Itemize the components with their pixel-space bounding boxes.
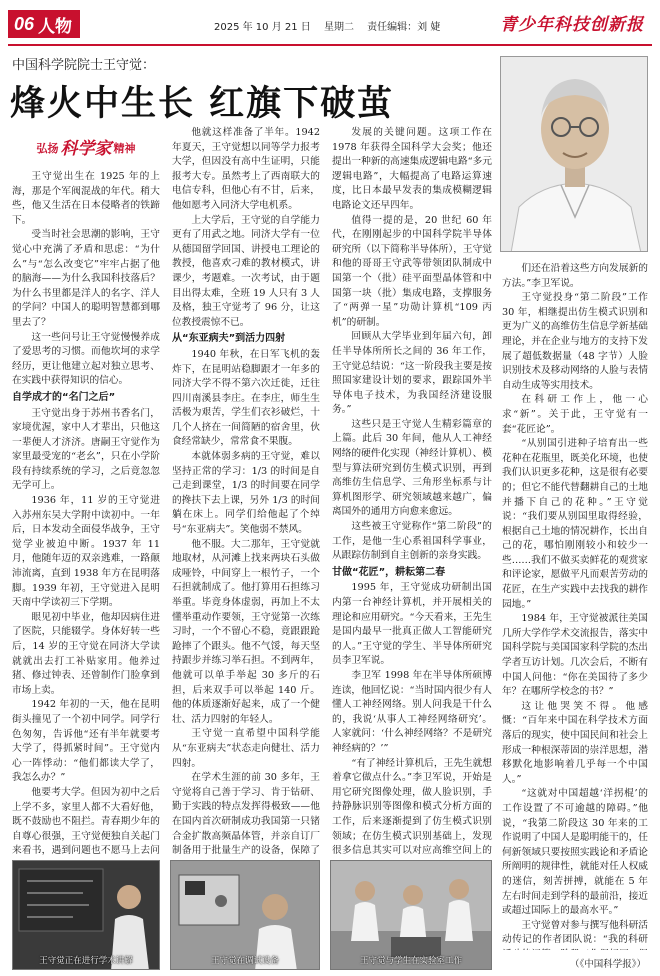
responsible-editor: 责任编辑：刘 婕	[367, 22, 441, 33]
paragraph: 王守觉曾对参与撰写他科研活动传记的作者团队说：“我的科研	[502, 919, 648, 946]
paragraph: 们还在沿着这些方向发展新的方法。”李卫军说。	[502, 263, 648, 289]
paragraph: 受当时社会思潮的影响，王守觉心中充满了矛盾和思虑：“为什么”与“怎么改变它”牢牢占据了他的脑海——为什么我国科技落后？为什么书里都是洋人的名字、洋人的学问？中国人的聪明智慧都到哪里去了？	[12, 229, 160, 328]
paragraph: 回顾从大学毕业到年届六旬，卸任半导体所所长之间的 36 年工作，王守觉总结说：“这一阶段我主要是按照国家建设计划的要求，跟踪国外半导体电子技术，为我国经济建设服务。”	[332, 331, 492, 416]
page-section-badge	[8, 10, 80, 38]
paragraph: 眼见初中毕业，他却因病住进了医院，只能辍学。身体好转一些后，14 岁的王守觉在同济大学读就就出去打工补贴家用。他养过猪、修过钟表、还曾制作门脸拿到市场上卖。	[12, 611, 160, 696]
paragraph: 王守觉投身“第二阶段”工作 30 年，相继提出仿生模式识别和更为广义的高维仿生信息学新基础理论，并在企业与地方的支持下发展了超低数据量（48 字节）人脸识别技术及移动网络的人脸与表情自动生成等实用技术。	[502, 292, 648, 391]
paragraph: “这就对中国超越‘洋拐棍’的工作设置了不可逾越的障碍。”他说，“我第二阶段这 30 年来的工作说明了中国人是聪明能干的，任何新领域只要按照实践论和矛盾论所阐明的规律性，就能对任人权威的迷信，刻苦拼搏，就能在 5 年左右时间走到学科的最前沿，接近或超过国际上的最高水平。”	[502, 788, 648, 917]
paragraph: 他就这样准备了半年。1942 年夏天，王守觉想以同等学力报考大学，但因没有高中生证明，只能报考大专。虽然考上了西南联大的电信专科，但他心有不甘，后来，他如愿考入同济大学电机系。	[172, 127, 320, 211]
paragraph: 上大学后，王守觉的自学能力更有了用武之地。同济大学有一位从德国留学回国、讲授电工理论的教授，他喜欢刁难的教材模式，讲课少，考题难。一次考试，由于题目出得太难，全班 19 人只有 3 人及格，独王守觉考了 96 分，让这位教授震惊不已。	[172, 214, 320, 328]
photo-equipment	[170, 860, 320, 970]
paragraph: 这一些问号让王守觉慢慢养成了爱思考的习惯。而他坎坷的求学经历，更让他建立起对独立思考、在实践中获得知识的信心。	[12, 331, 160, 387]
column-body	[172, 126, 320, 856]
tag-prefix: 弘扬	[36, 141, 59, 155]
photo-lecture	[12, 860, 160, 970]
issue-weekday: 星期二	[323, 22, 354, 33]
subheading: 甘做“花匠”，耕耘第二春	[332, 566, 446, 578]
paragraph: 发展的关键问题。这项工作在 1978 年获得全国科学大会奖；他还提出一种新的高速集成逻辑电路“多元逻辑电路”，大幅提高了电路运算速度，比日本最早发表的集成模糊逻辑电路论文还早四年。	[332, 127, 492, 211]
subheading: 从“东亚病夫”到活力四射	[172, 333, 286, 345]
paragraph: 1940 年秋，在日军飞机的轰炸下，在昆明站稳脚跟才一年多的同济大学不得不第六次迁徙，迁往四川南溪县李庄。在李庄，师生生活极为艰苦，学生们衣衫破烂，十几个人挤在一间简陋的宿舍里，伙食经常缺少，常常食不果腹。	[172, 348, 320, 448]
photo-caption-1: 王守觉正在进行学术讲解	[39, 956, 133, 966]
dateline	[214, 18, 450, 33]
paragraph: 1995 年，王守觉成功研制出国内第一台神经计算机，并开展相关的理论和应用研究。“今天看来，王先生是国内最早一批真正做人工智能研究的人。”王守觉的学生、半导体所研究员李卫军说。	[332, 582, 492, 667]
paragraph: 在学术生涯的前 30 多年，王守觉将自己善于学习、肯于钻研、勤于实践的特点发挥得极致——他在国内首次研制成功我国第一只锗合金扩散高频晶体管，并亲自订厂制备用于批量生产的设备，保障了	[172, 772, 320, 856]
text-column-1	[12, 134, 160, 856]
paragraph: 值得一提的是，20 世纪 60 年代，在刚刚起步的中国科学院半导体研究所（以下简称半导体所），王守觉和他的哥哥王守武等带领团队制成中国第一个（批）硅平面型晶体管和中国第一块（批）集成电路，支撑服务了“两弹一星”功勋计算机“109 丙机”的研制。	[332, 214, 492, 328]
paragraph: 这些只是王守觉人生精彩篇章的上篇。此后 30 年间，他从人工神经网络的硬件化实现（神经计算机）、模型与算法研究到仿生模式识别，再到高维仿生信息学、三角形坐标系与计算机图形学、研究领域越来越广，偏离国外的通用方向愈来愈远。	[332, 418, 492, 518]
spirit-tag	[12, 134, 160, 164]
page-number: 06	[14, 13, 35, 34]
paragraph: 在科研工作上，他一心求“新”。关于此，王守觉有一套“花匠论”。	[502, 394, 648, 435]
paragraph: 1936 年，11 岁的王守觉进入苏州东吴大学附中读初中。一年后，日本发动全面侵华战争，王守觉学业被迫中断。1937 年 11 月，他随年迈的双亲逃难，一路颠沛流离，直到 1938 年方在昆明落脚。1939 年初，王守觉进入昆明天南中学读初三下学期。	[12, 495, 160, 609]
photo-lab	[330, 860, 492, 970]
paragraph: 他要考大学。但因为初中之后上学不多，家里人都不大看好他，既不鼓励也不阻拦。青春期少年的自尊心很强，王守觉便独自关起门来看书，遇到问题也不愿马上去问	[12, 786, 160, 856]
article-kicker: 中国科学院院士王守觉：	[12, 58, 156, 73]
paragraph: 这让他哭笑不得。他感慨：“百年来中国在科学技术方面落后的现实，使中国民间和社会上形成一种根深蒂固的崇洋思想，潜移默化地影响着几乎每一个中国人。”	[502, 700, 648, 785]
paragraph: “从别国引进种子培育出一些花种在花瓶里，既美化环境，也使我们认识更多花种，这是很有必要的；但它不能代替翻耕自己的土地并播下自己的花种。”王守觉说：“我们要从别国里取得经验，根据自己土地的情况耕作，长出自己的花，哪怕刚刚较小和较少一些……我们不做买卖鲜花的观赏家和评论家，愿做平凡而艰苦劳动的花匠，在生产实践中去找我的耕作园地。”	[502, 438, 648, 610]
paragraph: 王守觉出生在 1925 年的上海，那是个军阀混战的年代。稍大些，他又生活在日本侵略者的铁蹄下。	[12, 171, 160, 226]
header-divider	[8, 44, 652, 46]
portrait-photo	[500, 56, 648, 252]
issue-date: 2025 年 10 月 21 日	[214, 22, 311, 33]
page-header	[0, 0, 660, 46]
text-column-4	[502, 262, 648, 950]
paragraph: 这些被王守觉称作“第二阶段”的工作，是他一生心系祖国科学事业，从跟踪仿制到自主创新的亲身实践。	[332, 521, 492, 562]
paragraph: 王守觉一直希望中国科学能从“东亚病夫”状态走向健壮、活力四射。	[172, 728, 320, 769]
column-body	[12, 170, 160, 856]
tag-main: 科学家	[60, 138, 112, 159]
paragraph: 他不服。大二那年，王守觉就地取材，从河滩上找来两块石头做成哑铃，中间穿上一根竹子，一个石担就制成了。他打算用石担练习举重。毕竟身体虚弱，再加上不太懂举重动作要领，王守觉第一次练习时，一个不留心不稳，竟跟跟跄跄摔了个跟头。他不气馁，每天坚持跟步并练习举石担。不到两年，他就可以单手举起 30 多斤的石担，后来双手可以举起 140 斤。他的体质逐渐好起来，成了一个健壮、活力四射的年轻人。	[172, 538, 320, 725]
newspaper-masthead: 青少年科技创新报	[500, 15, 644, 35]
article-headline: 烽火中生长 红旗下破茧	[10, 84, 395, 124]
paragraph: 李卫军 1998 年在半导体所硕博连读，他回忆说：“当时国内很少有人懂人工神经网络。别人问我是干什么的，我说‘从事人工神经网络研究’。人家就问：‘什么神经网络？不是研究神经病的？’”	[332, 669, 492, 754]
column-body	[502, 262, 648, 950]
paragraph: 1984 年，王守觉被派往美国几所大学作学术交流报告，落实中国科学院与美国国家科学院的杰出学者互访计划。几次会后，不断有中国人问他：“你在美国待了多少年？在哪所学校念的书？”	[502, 613, 648, 698]
photo-caption-3: 王守觉与学生在实验室工作	[359, 956, 462, 966]
paragraph: 1942 年初的一天，他在昆明街头撞见了一个初中同学。同学行色匆匆，告诉他“还有半年就要考大学了，得抓紧时间”。王守觉内心一阵悸动：“他们都读大学了，我怎么办？”	[12, 699, 160, 784]
article-source: （《中国科学报》）	[569, 959, 646, 970]
tag-suffix: 精神	[113, 141, 136, 155]
column-body	[332, 126, 492, 856]
text-column-2	[172, 126, 320, 856]
paragraph: 本就体弱多病的王守觉，难以坚持正常的学习：1/3 的时间是自己走到课堂，1/3 的时间要在同学的搀扶下去上课，另外 1/3 的时间躺在床上。同学们给他起了个绰号“东亚病夫”。笑他弱不禁风。	[172, 451, 320, 536]
portrait-illustration	[501, 57, 648, 252]
text-column-3	[332, 126, 492, 856]
photo-caption-2: 王守觉在调试设备	[210, 956, 279, 966]
subheading: 自学成才的“名门之后”	[12, 391, 116, 403]
paragraph: “有了神经计算机后，王先生就想着拿它做点什么。”李卫军说，开始是用它研究图像处理，做人脸识别，手持静脉识别等图像和模式分析方面的工作，后来逐渐提到了仿生模式识别领域；在仿生模式识别基础上，发现很多信息其实可以对应高维空间上的	[332, 757, 492, 856]
section-name: 人物	[38, 16, 73, 37]
paragraph: 王守觉出身于苏州书香名门，家境优渥，家中人才辈出，只他这一辈便人才济济。唐嗣王守觉作为家里最受宠的“老幺”，只在小学阶段有持续系统的学习，之后竟忽忽无学可上。	[12, 407, 160, 492]
